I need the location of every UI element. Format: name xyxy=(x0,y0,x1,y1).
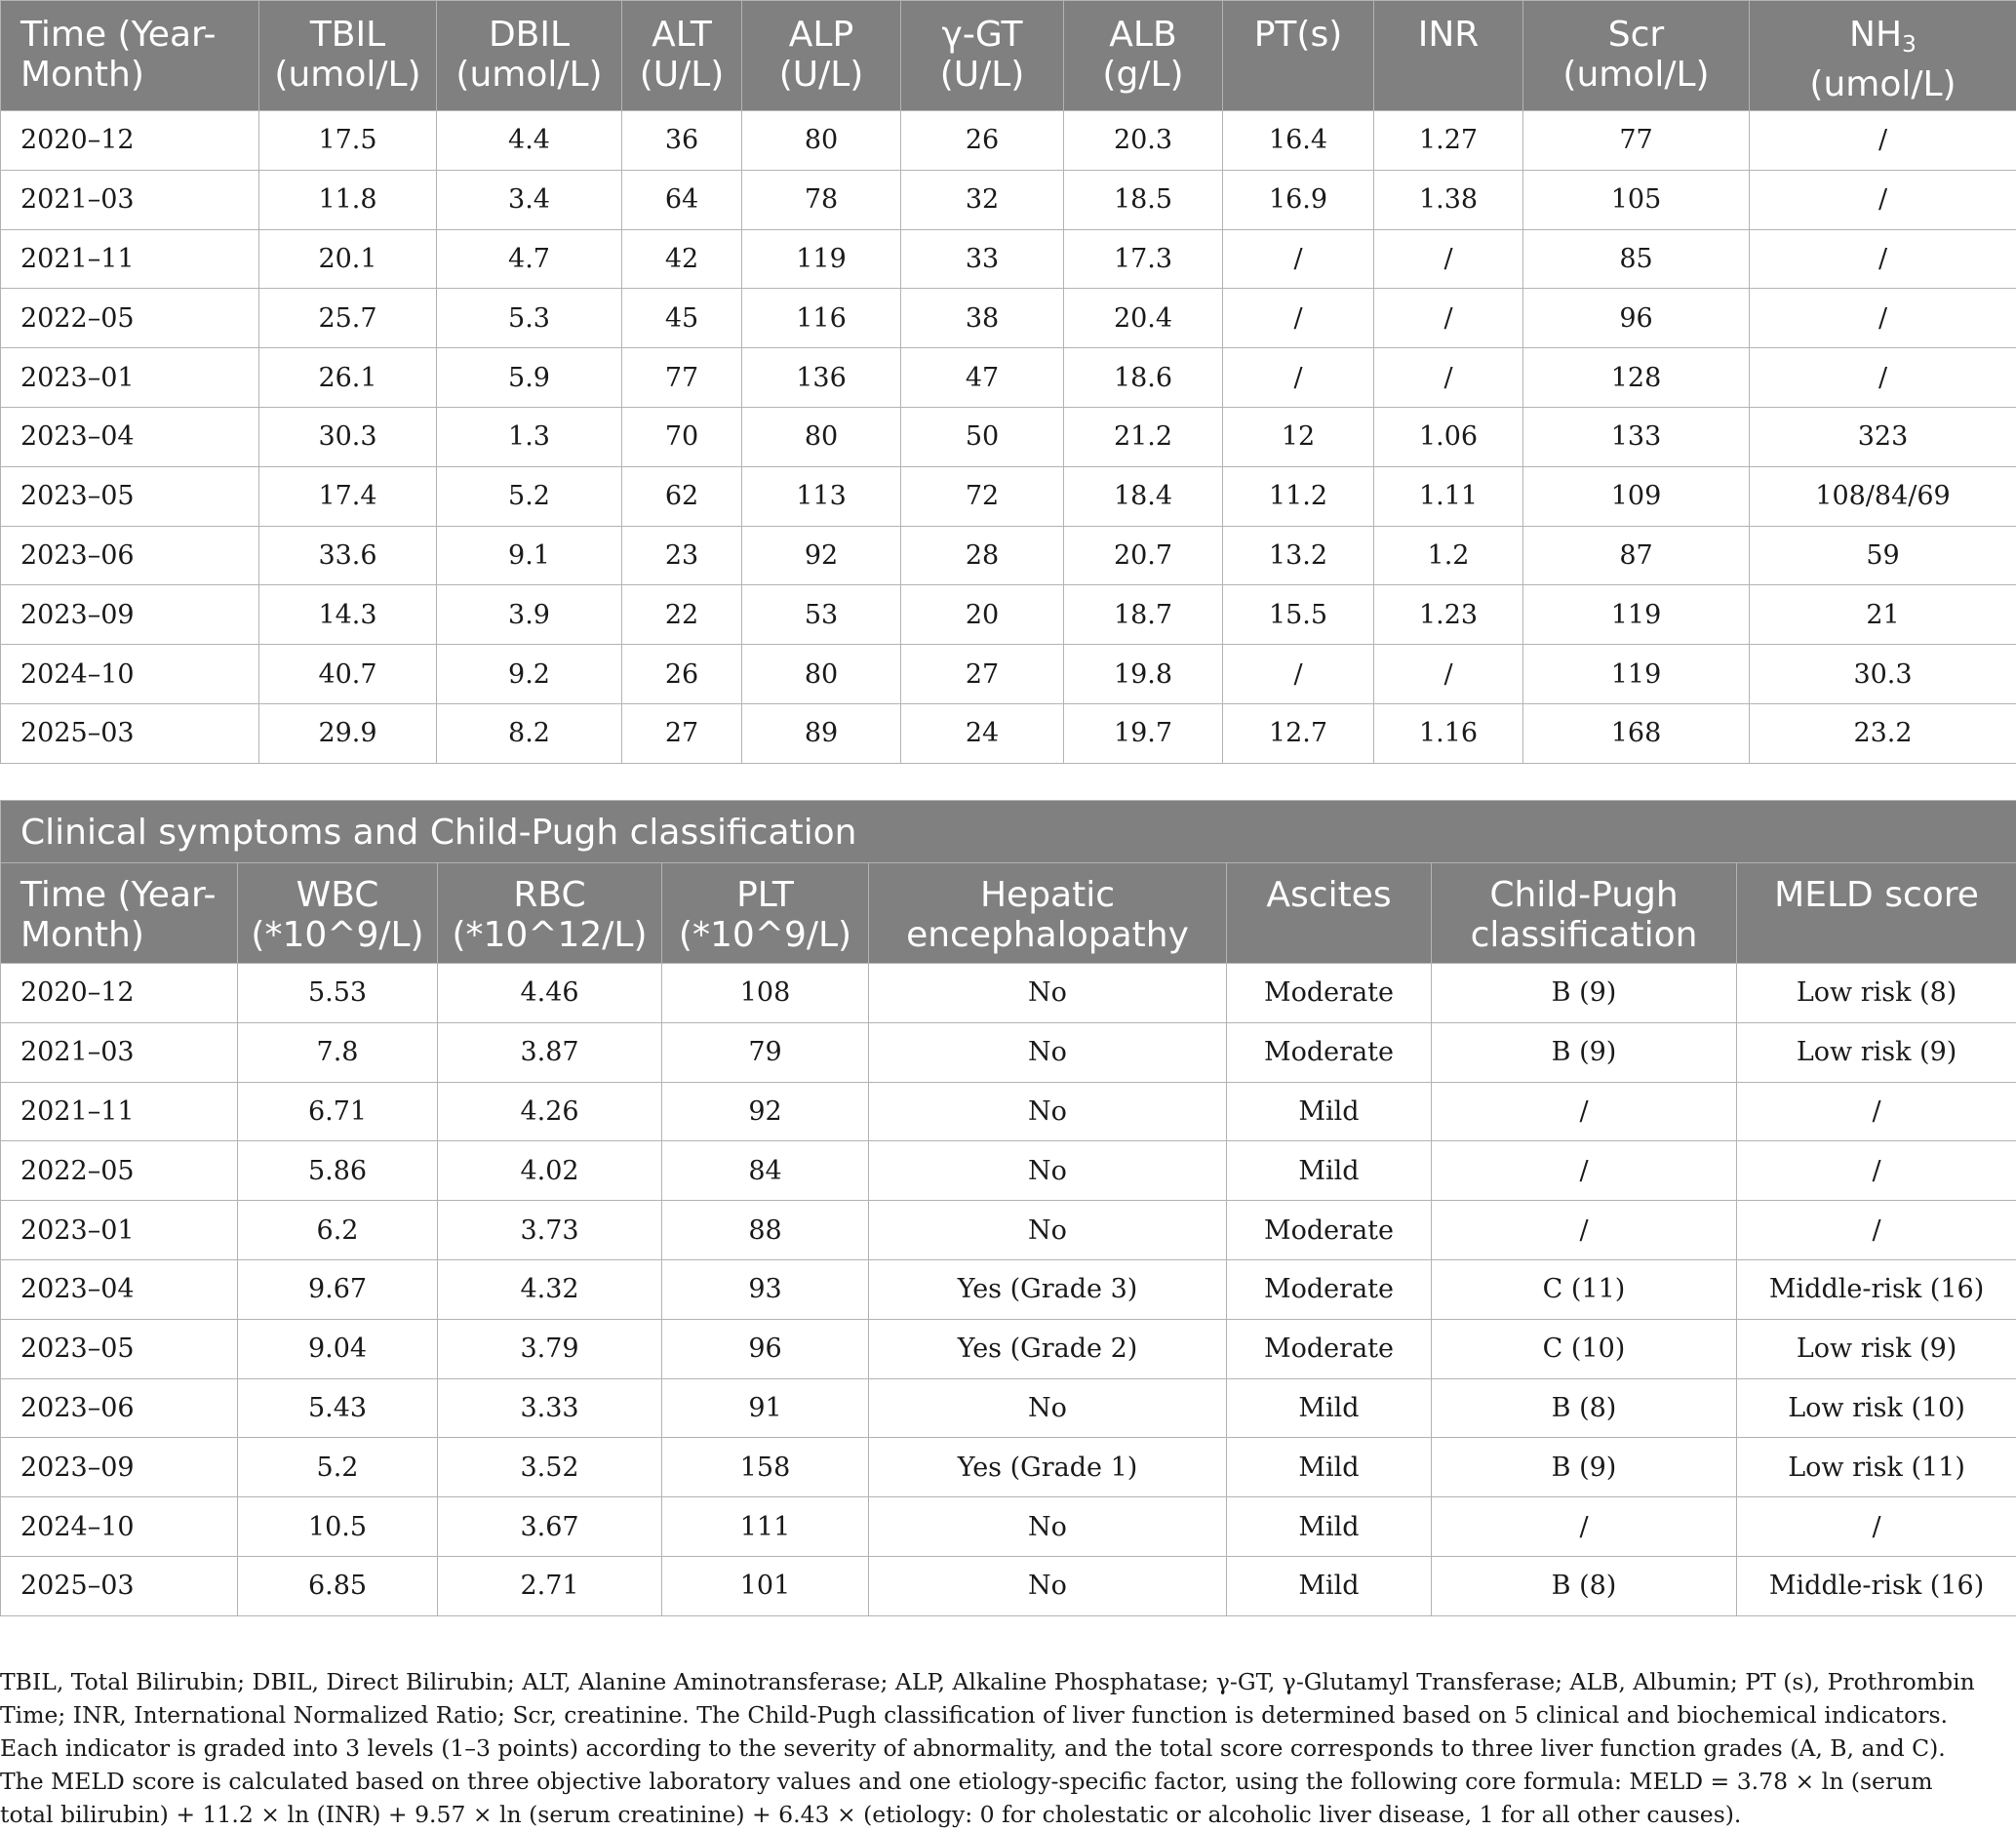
lab-table-cell: 18.4 xyxy=(1064,466,1223,526)
lab-table-cell: 20.3 xyxy=(1064,111,1223,171)
lab-values-table xyxy=(0,0,2016,764)
lab-table-cell: 23 xyxy=(622,526,742,585)
lab-table-cell: 1.23 xyxy=(1374,585,1523,645)
clinical-table-cell: Low risk (10) xyxy=(1737,1378,2016,1438)
clinical-table-cell: Low risk (9) xyxy=(1737,1319,2016,1378)
lab-table-cell: 26.1 xyxy=(259,348,437,408)
clinical-table-row xyxy=(1,1201,2016,1260)
clinical-table-cell: 7.8 xyxy=(238,1022,438,1082)
clinical-column-header xyxy=(238,863,438,964)
lab-table-cell: 20 xyxy=(901,585,1064,645)
clinical-table-cell: 10.5 xyxy=(238,1497,438,1557)
header-line1: INR xyxy=(1418,15,1480,55)
clinical-table-cell: 2023–01 xyxy=(1,1201,238,1260)
lab-table-cell: 16.9 xyxy=(1223,170,1374,229)
lab-table-cell: 105 xyxy=(1523,170,1750,229)
lab-table-cell: 62 xyxy=(622,466,742,526)
lab-table-cell: 3.4 xyxy=(437,170,622,229)
lab-table-cell: 29.9 xyxy=(259,703,437,763)
lab-table-cell: / xyxy=(1374,645,1523,704)
clinical-table-cell: Moderate xyxy=(1227,964,1432,1023)
clinical-table-title: Clinical symptoms and Child-Pugh classification xyxy=(1,801,2016,863)
clinical-table-cell: 2.71 xyxy=(438,1556,662,1615)
lab-table-cell: 2021–03 xyxy=(1,170,259,229)
lab-table-cell: 2022–05 xyxy=(1,289,259,348)
lab-table-cell: 8.2 xyxy=(437,703,622,763)
lab-table-cell: 136 xyxy=(742,348,901,408)
lab-table-cell: 70 xyxy=(622,407,742,466)
header-line1: Time (Year- xyxy=(20,875,217,915)
lab-table-cell: 11.8 xyxy=(259,170,437,229)
lab-table-cell: 22 xyxy=(622,585,742,645)
clinical-table-row xyxy=(1,1556,2016,1615)
lab-table-cell: 16.4 xyxy=(1223,111,1374,171)
lab-table-cell: 2021–11 xyxy=(1,229,259,289)
lab-table-row xyxy=(1,703,2016,763)
header-line1: MELD score xyxy=(1774,875,1979,915)
lab-table-cell: 21 xyxy=(1750,585,2016,645)
header-line1: Hepatic xyxy=(980,875,1115,915)
header-line2: (*10^12/L) xyxy=(452,915,647,955)
lab-table-cell: 1.11 xyxy=(1374,466,1523,526)
lab-column-header xyxy=(1,1,259,111)
clinical-table-cell: 4.46 xyxy=(438,964,662,1023)
clinical-table-cell: 93 xyxy=(662,1259,869,1319)
clinical-table-cell: 2024–10 xyxy=(1,1497,238,1557)
header-line2: (umol/L) xyxy=(455,55,602,95)
clinical-table-row xyxy=(1,1141,2016,1201)
clinical-table-cell: Yes (Grade 2) xyxy=(869,1319,1227,1378)
lab-table-cell: 36 xyxy=(622,111,742,171)
lab-table-cell: 12.7 xyxy=(1223,703,1374,763)
clinical-table-cell: B (8) xyxy=(1432,1556,1737,1615)
clinical-table-cell: Moderate xyxy=(1227,1022,1432,1082)
lab-table-cell: 2023–09 xyxy=(1,585,259,645)
clinical-column-header xyxy=(1737,863,2016,964)
lab-table-row xyxy=(1,229,2016,289)
lab-table-cell: / xyxy=(1750,289,2016,348)
header-line1: PT(s) xyxy=(1254,15,1343,55)
lab-column-header xyxy=(1223,1,1374,111)
clinical-table xyxy=(0,800,2016,1616)
clinical-table-cell: Mild xyxy=(1227,1438,1432,1497)
clinical-table-cell: Low risk (11) xyxy=(1737,1438,2016,1497)
table-footnote: TBIL, Total Bilirubin; DBIL, Direct Bilirubin; ALT, Alanine Aminotransferase; ALP, Alkaline Phosphatase; γ-GT, γ-Glutamyl Transferase; ALB, Albumin; PT (s), Prothrombin Time; INR, International Normalized Ratio; Scr, creatinine. The Child-Pugh classification of liver function is determined based on 5 clinical and biochemical indicators. Each indicator is graded into 3 levels (1–3 points) according to the severity of abnormality, and the total score corresponds to three liver function grades (A, B, and C). The MELD score is calculated based on three objective laboratory values and one etiology-specific factor, using the following core formula: MELD = 3.78 × ln (serum total bilirubin) + 11.2 × ln (INR) + 9.57 × ln (serum creatinine) + 6.43 × (etiology: 0 for cholestatic or alcoholic liver disease, 1 for all other causes). xyxy=(0,1665,1990,1831)
lab-table-cell: 14.3 xyxy=(259,585,437,645)
lab-table-cell: 27 xyxy=(901,645,1064,704)
header-line1: Ascites xyxy=(1266,875,1391,915)
lab-table-row xyxy=(1,585,2016,645)
lab-table-cell: 1.16 xyxy=(1374,703,1523,763)
lab-column-header xyxy=(901,1,1064,111)
clinical-table-cell: 3.73 xyxy=(438,1201,662,1260)
clinical-table-cell: 9.04 xyxy=(238,1319,438,1378)
clinical-table-body xyxy=(1,964,2016,1616)
clinical-table-cell: 2022–05 xyxy=(1,1141,238,1201)
lab-table-cell: 323 xyxy=(1750,407,2016,466)
clinical-table-cell: Middle-risk (16) xyxy=(1737,1259,2016,1319)
lab-table-cell: 80 xyxy=(742,645,901,704)
lab-column-header xyxy=(437,1,622,111)
clinical-table-cell: 6.71 xyxy=(238,1082,438,1141)
lab-table-cell: 113 xyxy=(742,466,901,526)
lab-table-cell: 47 xyxy=(901,348,1064,408)
clinical-table-cell: Middle-risk (16) xyxy=(1737,1556,2016,1615)
clinical-table-cell: / xyxy=(1432,1141,1737,1201)
clinical-column-header xyxy=(869,863,1227,964)
header-line1: ALT xyxy=(652,15,712,55)
clinical-table-cell: No xyxy=(869,1022,1227,1082)
lab-table-cell: 27 xyxy=(622,703,742,763)
lab-table-cell: 19.7 xyxy=(1064,703,1223,763)
clinical-table-cell: 84 xyxy=(662,1141,869,1201)
lab-table-cell: 33.6 xyxy=(259,526,437,585)
lab-table-cell: 32 xyxy=(901,170,1064,229)
clinical-table-row xyxy=(1,1438,2016,1497)
lab-table-cell: 2023–06 xyxy=(1,526,259,585)
clinical-table-cell: 88 xyxy=(662,1201,869,1260)
clinical-table-cell: Low risk (9) xyxy=(1737,1022,2016,1082)
header-line1: ALB xyxy=(1109,15,1176,55)
clinical-table-row xyxy=(1,1319,2016,1378)
lab-table-cell: 2025–03 xyxy=(1,703,259,763)
lab-table-cell: / xyxy=(1223,229,1374,289)
clinical-table-cell: Yes (Grade 3) xyxy=(869,1259,1227,1319)
lab-column-header xyxy=(1374,1,1523,111)
lab-table-cell: 72 xyxy=(901,466,1064,526)
clinical-table-cell: 2023–06 xyxy=(1,1378,238,1438)
lab-table-cell: / xyxy=(1750,348,2016,408)
clinical-table-cell: B (9) xyxy=(1432,1438,1737,1497)
header-line1: Time (Year- xyxy=(20,15,217,55)
lab-table-cell: 119 xyxy=(1523,645,1750,704)
lab-table-body xyxy=(1,111,2016,764)
header-line1: TBIL xyxy=(310,15,385,55)
clinical-table-cell: / xyxy=(1737,1141,2016,1201)
header-line2: Month) xyxy=(20,55,144,95)
lab-table-cell: / xyxy=(1750,170,2016,229)
clinical-table-cell: No xyxy=(869,1201,1227,1260)
clinical-table-cell: 4.02 xyxy=(438,1141,662,1201)
lab-column-header xyxy=(1750,1,2016,111)
header-line2: Month) xyxy=(20,915,144,955)
lab-table-cell: 2023–04 xyxy=(1,407,259,466)
lab-table-cell: 26 xyxy=(622,645,742,704)
lab-table-cell: 1.38 xyxy=(1374,170,1523,229)
clinical-header-row xyxy=(1,863,2016,964)
lab-table-cell: / xyxy=(1223,348,1374,408)
clinical-table-cell: Mild xyxy=(1227,1497,1432,1557)
clinical-table-cell: Moderate xyxy=(1227,1319,1432,1378)
header-line1: PLT xyxy=(736,875,794,915)
lab-table-cell: 12 xyxy=(1223,407,1374,466)
clinical-table-cell: C (10) xyxy=(1432,1319,1737,1378)
lab-table-cell: 13.2 xyxy=(1223,526,1374,585)
clinical-table-cell: 5.2 xyxy=(238,1438,438,1497)
lab-table-cell: 9.2 xyxy=(437,645,622,704)
clinical-table-cell: 2020–12 xyxy=(1,964,238,1023)
clinical-table-cell: / xyxy=(1432,1497,1737,1557)
lab-table-row xyxy=(1,111,2016,171)
lab-table-cell: / xyxy=(1223,289,1374,348)
clinical-table-cell: C (11) xyxy=(1432,1259,1737,1319)
header-line1: γ-GT xyxy=(942,15,1023,55)
clinical-table-cell: 158 xyxy=(662,1438,869,1497)
lab-table-row xyxy=(1,526,2016,585)
lab-table-cell: 168 xyxy=(1523,703,1750,763)
lab-table-cell: 78 xyxy=(742,170,901,229)
lab-table-cell: 28 xyxy=(901,526,1064,585)
clinical-table-cell: 101 xyxy=(662,1556,869,1615)
lab-table-cell: 3.9 xyxy=(437,585,622,645)
clinical-title-row xyxy=(1,801,2016,863)
lab-table-cell: 9.1 xyxy=(437,526,622,585)
lab-table-cell: 1.27 xyxy=(1374,111,1523,171)
header-line2: (umol/L) xyxy=(274,55,420,95)
lab-table-cell: 11.2 xyxy=(1223,466,1374,526)
clinical-table-cell: B (8) xyxy=(1432,1378,1737,1438)
clinical-table-cell: / xyxy=(1432,1082,1737,1141)
lab-table-row xyxy=(1,289,2016,348)
clinical-table-cell: 2023–05 xyxy=(1,1319,238,1378)
lab-table-cell: 4.7 xyxy=(437,229,622,289)
header-line2: (U/L) xyxy=(779,55,864,95)
lab-table-cell: 59 xyxy=(1750,526,2016,585)
lab-table-cell: 116 xyxy=(742,289,901,348)
clinical-table-cell: 91 xyxy=(662,1378,869,1438)
lab-table-cell: / xyxy=(1374,289,1523,348)
clinical-table-row xyxy=(1,964,2016,1023)
lab-table-cell: 87 xyxy=(1523,526,1750,585)
clinical-table-cell: 96 xyxy=(662,1319,869,1378)
lab-table-cell: / xyxy=(1374,348,1523,408)
lab-table-cell: 119 xyxy=(742,229,901,289)
clinical-table-cell: 5.53 xyxy=(238,964,438,1023)
clinical-table-cell: 2025–03 xyxy=(1,1556,238,1615)
lab-table-row xyxy=(1,645,2016,704)
lab-column-header xyxy=(622,1,742,111)
lab-table-cell: 53 xyxy=(742,585,901,645)
lab-table-cell: 133 xyxy=(1523,407,1750,466)
clinical-table-cell: 79 xyxy=(662,1022,869,1082)
lab-table-cell: 92 xyxy=(742,526,901,585)
header-line2: (U/L) xyxy=(940,55,1025,95)
lab-table-cell: 1.3 xyxy=(437,407,622,466)
lab-table-row xyxy=(1,170,2016,229)
lab-table-cell: 26 xyxy=(901,111,1064,171)
lab-table-cell: 42 xyxy=(622,229,742,289)
lab-table-cell: 24 xyxy=(901,703,1064,763)
clinical-table-cell: Mild xyxy=(1227,1141,1432,1201)
lab-table-cell: 1.2 xyxy=(1374,526,1523,585)
lab-table-cell: 89 xyxy=(742,703,901,763)
lab-table-row xyxy=(1,407,2016,466)
lab-table-row xyxy=(1,348,2016,408)
clinical-table-cell: Mild xyxy=(1227,1556,1432,1615)
lab-table-cell: / xyxy=(1750,229,2016,289)
lab-table-cell: 15.5 xyxy=(1223,585,1374,645)
clinical-column-header xyxy=(438,863,662,964)
clinical-column-header xyxy=(1227,863,1432,964)
header-line1: DBIL xyxy=(489,15,570,55)
clinical-table-row xyxy=(1,1378,2016,1438)
header-line1: NH xyxy=(1849,15,1902,55)
header-line2: (*10^9/L) xyxy=(251,915,423,955)
clinical-table-cell: Moderate xyxy=(1227,1201,1432,1260)
clinical-table-cell: 5.86 xyxy=(238,1141,438,1201)
lab-table-cell: 21.2 xyxy=(1064,407,1223,466)
lab-table-cell: 38 xyxy=(901,289,1064,348)
clinical-table-cell: 2021–03 xyxy=(1,1022,238,1082)
lab-table-cell: / xyxy=(1223,645,1374,704)
clinical-table-cell: Mild xyxy=(1227,1082,1432,1141)
clinical-table-cell: No xyxy=(869,1141,1227,1201)
clinical-table-cell: Yes (Grade 1) xyxy=(869,1438,1227,1497)
lab-table-cell: 40.7 xyxy=(259,645,437,704)
lab-table-row xyxy=(1,466,2016,526)
clinical-table-row xyxy=(1,1022,2016,1082)
lab-table-cell: 4.4 xyxy=(437,111,622,171)
lab-table-cell: 2023–01 xyxy=(1,348,259,408)
lab-table-cell: 64 xyxy=(622,170,742,229)
lab-column-header xyxy=(1064,1,1223,111)
lab-header-row xyxy=(1,1,2016,111)
lab-table-cell: 17.5 xyxy=(259,111,437,171)
header-line1: Scr xyxy=(1608,15,1664,55)
clinical-table-cell: Mild xyxy=(1227,1378,1432,1438)
header-line2: encephalopathy xyxy=(906,915,1189,955)
lab-table-cell: 5.2 xyxy=(437,466,622,526)
clinical-table-cell: 111 xyxy=(662,1497,869,1557)
clinical-table-cell: / xyxy=(1432,1201,1737,1260)
lab-column-header xyxy=(742,1,901,111)
lab-table-cell: 33 xyxy=(901,229,1064,289)
clinical-table-cell: 4.32 xyxy=(438,1259,662,1319)
lab-table-cell: 45 xyxy=(622,289,742,348)
clinical-table-cell: / xyxy=(1737,1201,2016,1260)
header-line2: classification xyxy=(1471,915,1698,955)
lab-table-cell: 23.2 xyxy=(1750,703,2016,763)
clinical-table-cell: 4.26 xyxy=(438,1082,662,1141)
clinical-column-header xyxy=(662,863,869,964)
lab-table-cell: 77 xyxy=(622,348,742,408)
header-line2: (umol/L) xyxy=(1809,64,1956,104)
header-line2: (*10^9/L) xyxy=(679,915,851,955)
lab-table-cell: 30.3 xyxy=(259,407,437,466)
header-line2: (umol/L) xyxy=(1562,55,1709,95)
lab-column-header xyxy=(259,1,437,111)
clinical-table-cell: 5.43 xyxy=(238,1378,438,1438)
clinical-table-cell: Moderate xyxy=(1227,1259,1432,1319)
lab-table-cell: 2023–05 xyxy=(1,466,259,526)
clinical-table-cell: 6.2 xyxy=(238,1201,438,1260)
clinical-table-cell: 2023–04 xyxy=(1,1259,238,1319)
clinical-table-cell: 3.79 xyxy=(438,1319,662,1378)
clinical-table-cell: No xyxy=(869,964,1227,1023)
lab-table-cell: 20.7 xyxy=(1064,526,1223,585)
lab-table-cell: 18.6 xyxy=(1064,348,1223,408)
clinical-table-cell: 3.52 xyxy=(438,1438,662,1497)
clinical-table-cell: 6.85 xyxy=(238,1556,438,1615)
lab-table-cell: / xyxy=(1750,111,2016,171)
clinical-table-cell: 3.67 xyxy=(438,1497,662,1557)
clinical-column-header xyxy=(1432,863,1737,964)
lab-table-cell: 85 xyxy=(1523,229,1750,289)
lab-table-cell: 18.7 xyxy=(1064,585,1223,645)
lab-table-cell: 128 xyxy=(1523,348,1750,408)
clinical-table-cell: 2021–11 xyxy=(1,1082,238,1141)
lab-table-cell: 19.8 xyxy=(1064,645,1223,704)
lab-table-cell: 50 xyxy=(901,407,1064,466)
lab-table-cell: 96 xyxy=(1523,289,1750,348)
clinical-table-cell: B (9) xyxy=(1432,964,1737,1023)
lab-table-cell: 109 xyxy=(1523,466,1750,526)
header-line2: (U/L) xyxy=(640,55,725,95)
lab-table-cell: 2020–12 xyxy=(1,111,259,171)
lab-table-cell: 108/84/69 xyxy=(1750,466,2016,526)
lab-table-cell: 77 xyxy=(1523,111,1750,171)
clinical-column-header xyxy=(1,863,238,964)
clinical-table-row xyxy=(1,1082,2016,1141)
clinical-table-cell: Low risk (8) xyxy=(1737,964,2016,1023)
clinical-table-cell: No xyxy=(869,1082,1227,1141)
header-subscript: 3 xyxy=(1902,30,1917,58)
lab-table-cell: 2024–10 xyxy=(1,645,259,704)
clinical-table-cell: / xyxy=(1737,1082,2016,1141)
header-line1: WBC xyxy=(296,875,379,915)
clinical-table-row xyxy=(1,1497,2016,1557)
lab-table-cell: 1.06 xyxy=(1374,407,1523,466)
header-line1: RBC xyxy=(513,875,585,915)
lab-table-cell: 119 xyxy=(1523,585,1750,645)
clinical-table-cell: 108 xyxy=(662,964,869,1023)
clinical-table-row xyxy=(1,1259,2016,1319)
lab-table-cell: 80 xyxy=(742,407,901,466)
header-line2: (g/L) xyxy=(1102,55,1183,95)
lab-table-cell: 20.4 xyxy=(1064,289,1223,348)
clinical-table-cell: No xyxy=(869,1378,1227,1438)
clinical-table-cell: / xyxy=(1737,1497,2016,1557)
clinical-table-cell: 2023–09 xyxy=(1,1438,238,1497)
lab-table-cell: 5.3 xyxy=(437,289,622,348)
clinical-table-cell: 9.67 xyxy=(238,1259,438,1319)
lab-table-cell: 30.3 xyxy=(1750,645,2016,704)
clinical-table-cell: No xyxy=(869,1556,1227,1615)
clinical-table-cell: No xyxy=(869,1497,1227,1557)
clinical-table-cell: B (9) xyxy=(1432,1022,1737,1082)
lab-table-cell: 20.1 xyxy=(259,229,437,289)
header-line1: ALP xyxy=(789,15,853,55)
lab-table-cell: 17.3 xyxy=(1064,229,1223,289)
clinical-table-cell: 3.87 xyxy=(438,1022,662,1082)
lab-column-header xyxy=(1523,1,1750,111)
lab-table-cell: 80 xyxy=(742,111,901,171)
lab-table-cell: / xyxy=(1374,229,1523,289)
clinical-table-cell: 92 xyxy=(662,1082,869,1141)
lab-table-cell: 25.7 xyxy=(259,289,437,348)
lab-table-cell: 18.5 xyxy=(1064,170,1223,229)
lab-table-cell: 17.4 xyxy=(259,466,437,526)
clinical-table-cell: 3.33 xyxy=(438,1378,662,1438)
lab-table-cell: 5.9 xyxy=(437,348,622,408)
header-line1: Child-Pugh xyxy=(1489,875,1678,915)
